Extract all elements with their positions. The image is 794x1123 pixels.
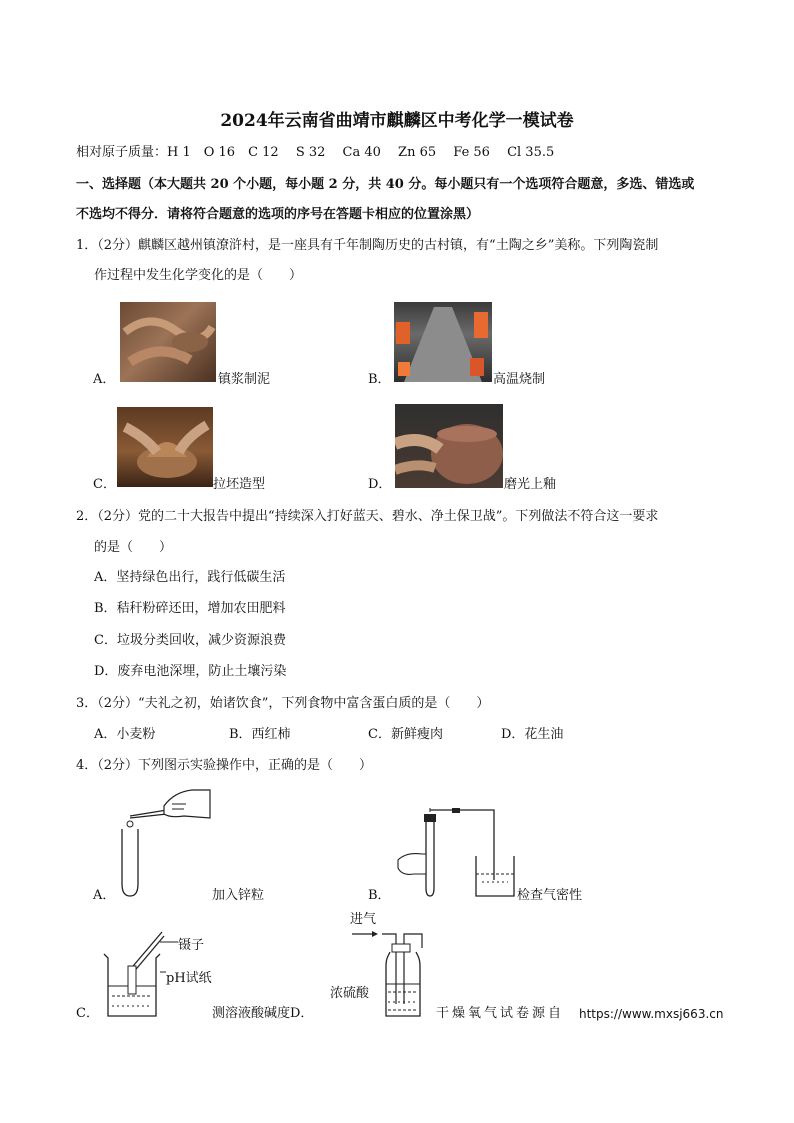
q3-option-d: D．花生油 (501, 727, 564, 742)
q4-option-c-letter: C． (76, 1006, 99, 1021)
q2-stem-line2: 的是（ ） (94, 540, 173, 555)
kiln-firing-photo (394, 302, 492, 382)
q2-option-b: B．秸秆粉碎还田，增加农田肥料 (94, 601, 286, 616)
q1-option-c-letter: C． (93, 477, 116, 492)
q4-stem: 4．（2分）下列图示实验操作中，正确的是（ ） (76, 758, 373, 773)
label-conc-sulfuric-acid: 浓硫酸 (330, 986, 370, 1001)
label-ph-paper: pH试纸 (166, 971, 212, 986)
q2-stem-line1: 2．（2分）党的二十大报告中提出“持续深入打好蓝天、碧水、净土保卫战”。下列做法不符合这一要求 (76, 509, 659, 524)
q2-option-d: D．废弃电池深埋，防止土壤污染 (94, 664, 287, 679)
q1-option-a-text: 镇浆制泥 (218, 372, 271, 387)
clay-kneading-photo (120, 302, 216, 382)
q1-option-d-text: 磨光上釉 (504, 477, 557, 492)
drying-oxygen-diagram (352, 926, 442, 1020)
q2-option-a: A．坚持绿色出行，践行低碳生活 (94, 570, 286, 585)
q1-stem-line1: 1．（2分）麒麟区越州镇潦浒村，是一座具有千年制陶历史的古村镇，有“土陶之乡”美称。下列陶瓷制 (76, 238, 659, 253)
q4-option-a-caption: 加入锌粒 (212, 888, 265, 903)
q3-option-a: A．小麦粉 (94, 727, 156, 742)
section-heading-line1: 一、选择题（本大题共 20 个小题，每小题 2 分，共 40 分。每小题只有一个选项符合题意，多选、错选或 (76, 177, 695, 192)
q3-option-b: B．西红柿 (229, 727, 291, 742)
section-heading-line2: 不选均不得分．请将符合题意的选项的序号在答题卡相应的位置涂黑） (76, 207, 480, 222)
q1-stem-line2: 作过程中发生化学变化的是（ ） (94, 268, 303, 283)
source-watermark-url: https://www.mxsj663.cn (579, 1007, 724, 1021)
q3-option-c: C．新鲜瘦肉 (368, 727, 443, 742)
airtightness-diagram (396, 808, 518, 900)
label-tweezers: 镊子 (178, 938, 205, 953)
q1-option-a-letter: A． (93, 372, 116, 387)
add-zinc-diagram (112, 784, 212, 902)
q1-option-b-text: 高温烧制 (493, 372, 546, 387)
q1-option-b-letter: B． (368, 372, 391, 387)
q4-option-b-caption: 检查气密性 (517, 888, 583, 903)
q3-stem: 3．（2分）“夫礼之初，始诸饮食”，下列食物中富含蛋白质的是（ ） (76, 696, 490, 711)
label-leader-lines (160, 936, 180, 976)
label-gas-inlet: 进气 (350, 912, 377, 927)
q4-option-b-letter: B． (368, 888, 391, 903)
q4-option-d-caption: 干燥氧气试卷源自 (436, 1006, 565, 1021)
q1-option-c-text: 拉坯造型 (213, 477, 266, 492)
atomic-masses: 相对原子质量：H 1 O 16 C 12 S 32 Ca 40 Zn 65 Fe 56 Cl 35.5 (76, 145, 555, 160)
page-title: 2024年云南省曲靖市麒麟区中考化学一模试卷 (220, 111, 574, 131)
q4-option-a-letter: A． (93, 888, 116, 903)
q4-option-c-caption: 测溶液酸碱度D． (212, 1006, 314, 1021)
throwing-clay-photo (117, 407, 213, 487)
q2-option-c: C．垃圾分类回收，减少资源浪费 (94, 633, 286, 648)
q1-option-d-letter: D． (368, 477, 392, 492)
glazing-photo (395, 404, 503, 488)
